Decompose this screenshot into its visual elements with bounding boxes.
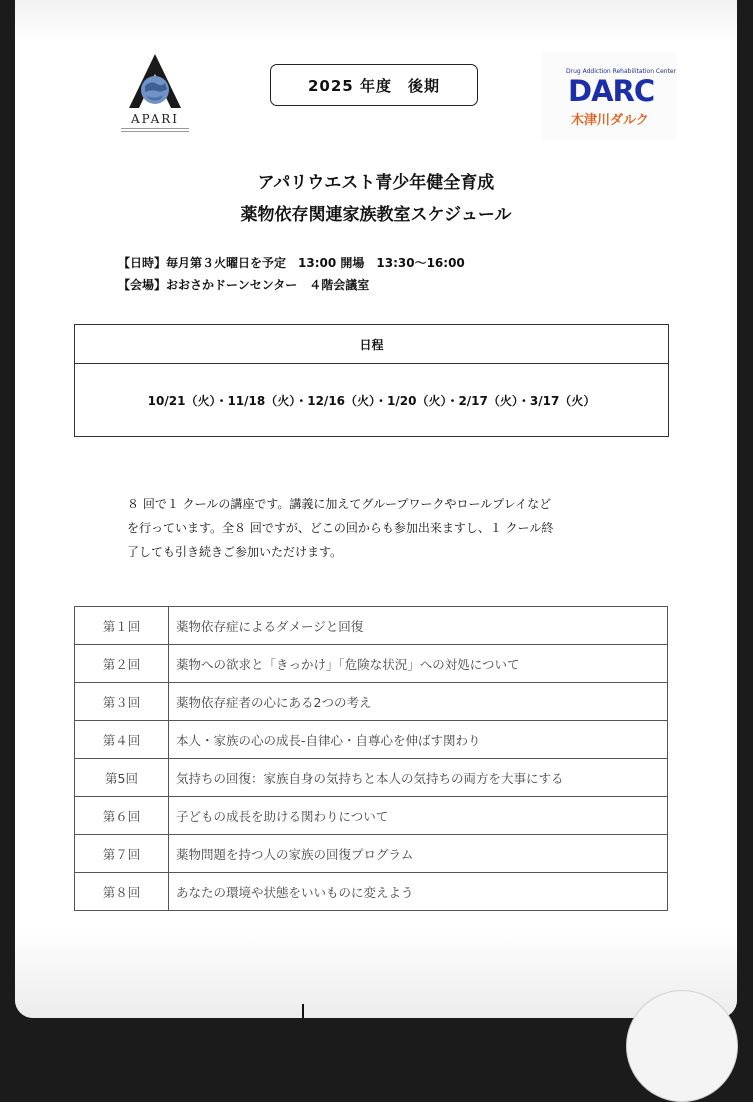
session-topic: あなたの環境や状態をいいものに変えよう	[169, 873, 668, 911]
table-row	[75, 721, 668, 759]
session-topic: 子どもの成長を助ける関わりについて	[169, 797, 668, 835]
description-line: ８ 回で１ クールの講座です。講義に加えてグループワークやロールプレイなど	[127, 497, 552, 511]
table-row	[75, 873, 668, 911]
schedule-box	[74, 324, 669, 437]
term-label: 2025 年度 後期	[270, 64, 478, 106]
session-topic: 薬物依存症者の心にある2つの考え	[169, 683, 668, 721]
sessions-table	[74, 606, 668, 911]
description-line: 了しても引き続きご参加いただけます。	[127, 545, 343, 559]
session-number: 第5回	[75, 759, 169, 797]
info-venue: 【会場】おおさかドーンセンター ４階会議室	[118, 278, 370, 292]
session-number: 第２回	[75, 645, 169, 683]
session-topic: 薬物依存症によるダメージと回復	[169, 607, 668, 645]
darc-japanese-name: 木津川ダルク	[571, 113, 649, 128]
text-cursor	[302, 1004, 304, 1018]
page-bottom-shadow	[15, 930, 737, 1018]
schedule-dates: 10/21（火）・11/18（火）・12/16（火）・1/20（火）・2/17（火）・3/17（火）	[147, 393, 596, 408]
table-row	[75, 645, 668, 683]
table-row	[75, 797, 668, 835]
title-line-2: 薬物依存関連家族教室スケジュール	[240, 205, 512, 225]
page-top-shadow	[15, 0, 737, 42]
darc-subtitle: Drug Addiction Rehabilitation Center	[566, 68, 677, 75]
table-row	[75, 683, 668, 721]
table-row	[75, 835, 668, 873]
apari-logo	[115, 52, 195, 138]
darc-logo	[542, 52, 677, 140]
session-number: 第６回	[75, 797, 169, 835]
session-topic: 本人・家族の心の成長-自律心・自尊心を伸ばす関わり	[169, 721, 668, 759]
description-paragraph	[127, 492, 627, 564]
table-row	[75, 607, 668, 645]
session-number: 第８回	[75, 873, 169, 911]
session-number: 第７回	[75, 835, 169, 873]
floating-action-button[interactable]	[626, 990, 738, 1102]
title-line-1: アパリウエスト青少年健全育成	[257, 173, 495, 193]
session-number: 第３回	[75, 683, 169, 721]
session-topic: 薬物への欲求と「きっかけ」「危険な状況」への対処について	[169, 645, 668, 683]
apari-subtitle-lines	[121, 128, 189, 134]
apari-wordmark: APARI	[130, 112, 180, 126]
darc-wordmark: DARC	[568, 74, 655, 108]
schedule-header: 日程	[75, 325, 668, 364]
session-topic: 気持ちの回復：家族自身の気持ちと本人の気持ちの両方を大事にする	[169, 759, 668, 797]
apari-triangle-globe-icon	[127, 52, 183, 110]
info-datetime: 【日時】毎月第３火曜日を予定 13:00 開場 13:30〜16:00	[118, 256, 465, 270]
session-topic: 薬物問題を持つ人の家族の回復プログラム	[169, 835, 668, 873]
description-line: を行っています。全８ 回ですが、どこの回からも参加出来ますし、１ クール終	[127, 521, 554, 535]
table-row	[75, 759, 668, 797]
document-page	[15, 0, 737, 1018]
session-number: 第４回	[75, 721, 169, 759]
session-number: 第１回	[75, 607, 169, 645]
